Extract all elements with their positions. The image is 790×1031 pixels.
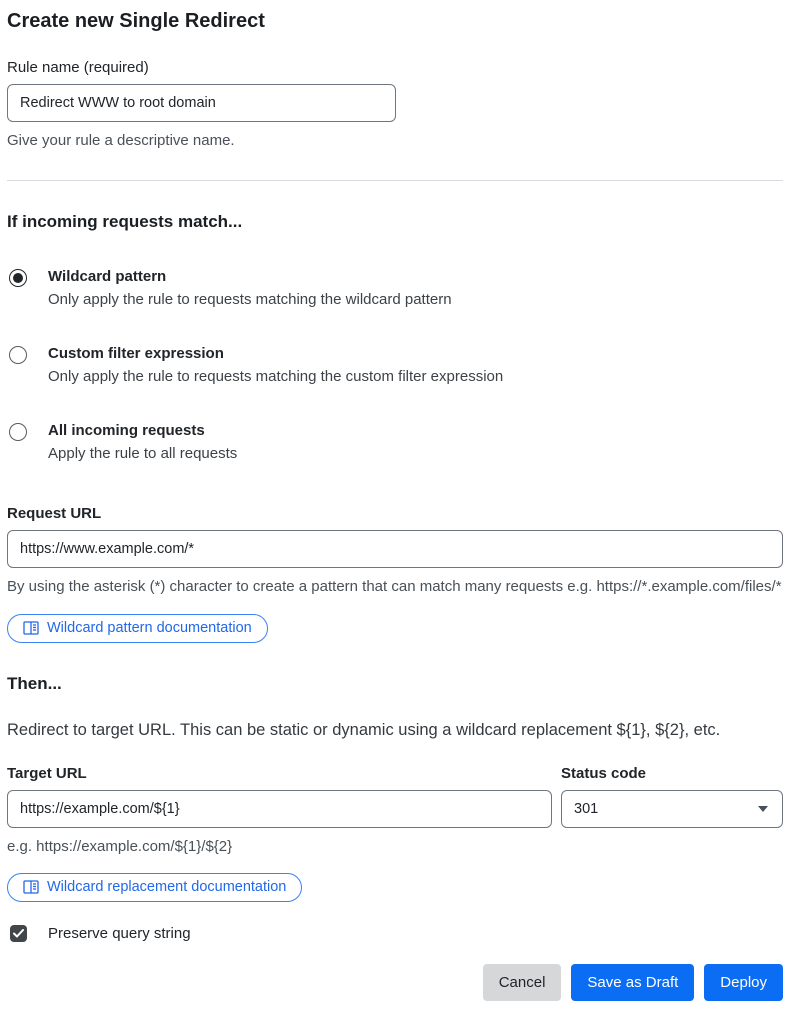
- target-url-field: [7, 765, 552, 858]
- cancel-button[interactable]: Cancel: [483, 964, 562, 1001]
- checkbox-checked-icon[interactable]: [10, 925, 27, 942]
- radio-unselected-icon[interactable]: [9, 346, 27, 364]
- preserve-query-string-option[interactable]: [7, 925, 783, 942]
- rule-name-input[interactable]: [7, 84, 396, 122]
- radio-selected-icon[interactable]: [9, 269, 27, 287]
- save-as-draft-button[interactable]: Save as Draft: [571, 964, 694, 1001]
- section-divider: [7, 180, 783, 181]
- rule-name-help: Give your rule a descriptive name.: [7, 132, 235, 149]
- chevron-down-icon: [758, 806, 768, 812]
- radio-option-custom-filter-expression[interactable]: [7, 345, 783, 385]
- request-url-help: By using the asterisk (*) character to create a pattern that can match many requests e.g. https://*.example.com/files/*: [7, 578, 782, 596]
- radio-description: Only apply the rule to requests matching the custom filter expression: [48, 368, 504, 386]
- page-title: Create new Single Redirect: [7, 10, 265, 32]
- radio-option-all-incoming-requests[interactable]: [7, 422, 783, 462]
- radio-label: Custom filter expression: [48, 345, 224, 363]
- request-url-field: [7, 505, 783, 642]
- wildcard-pattern-doc-button[interactable]: [7, 614, 268, 643]
- status-code-label: Status code: [561, 764, 647, 782]
- rule-name-label: Rule name (required): [7, 59, 149, 76]
- radio-option-wildcard-pattern[interactable]: [7, 268, 783, 308]
- doc-button-label: Wildcard replacement documentation: [47, 879, 287, 896]
- doc-button-label: Wildcard pattern documentation: [47, 620, 252, 636]
- radio-label: Wildcard pattern: [48, 268, 167, 286]
- status-code-value: 301: [574, 800, 599, 817]
- deploy-button[interactable]: Deploy: [704, 964, 783, 1001]
- rule-name-field: [7, 59, 783, 152]
- then-description: Redirect to target URL. This can be static or dynamic using a wildcard replacement ${1}, ${2}, etc.: [7, 720, 721, 739]
- request-url-input[interactable]: [7, 530, 783, 568]
- form-actions: [7, 964, 783, 1001]
- then-section-heading: Then...: [7, 673, 62, 693]
- target-row: [7, 765, 783, 858]
- preserve-query-string-label: Preserve query string: [48, 924, 191, 942]
- book-icon: [23, 621, 39, 635]
- radio-label: All incoming requests: [48, 422, 205, 440]
- match-type-radio-group: [7, 268, 783, 462]
- target-url-help: e.g. https://example.com/${1}/${2}: [7, 837, 233, 855]
- wildcard-replacement-doc-button[interactable]: [7, 873, 302, 902]
- match-section-heading: If incoming requests match...: [7, 212, 243, 232]
- request-url-label: Request URL: [7, 505, 102, 523]
- book-icon: [23, 880, 39, 894]
- radio-description: Apply the rule to all requests: [48, 445, 238, 463]
- radio-description: Only apply the rule to requests matching the wildcard pattern: [48, 291, 452, 309]
- radio-unselected-icon[interactable]: [9, 423, 27, 441]
- target-url-input[interactable]: [7, 790, 552, 828]
- target-url-label: Target URL: [7, 764, 87, 782]
- status-code-select[interactable]: [561, 790, 783, 828]
- status-code-field: [561, 765, 783, 858]
